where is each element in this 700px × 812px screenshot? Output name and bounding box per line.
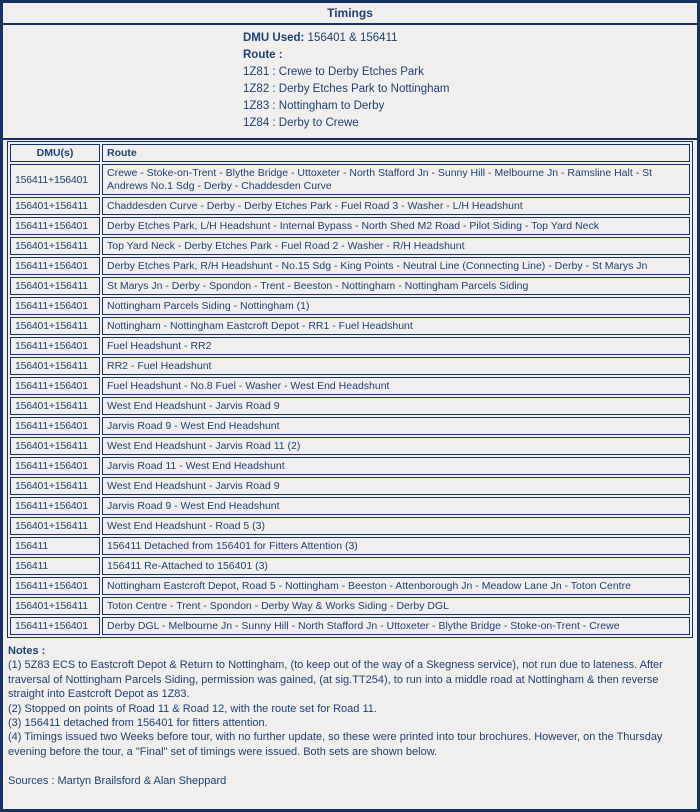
- table-header-row: [10, 144, 690, 162]
- dmu-cell: 156411+156401: [10, 337, 100, 355]
- table-row: [10, 477, 690, 495]
- table-row: [10, 257, 690, 275]
- route-cell: Derby Etches Park, R/H Headshunt - No.15 Sdg - King Points - Neutral Line (Connecting Line) - Derby - St Marys Jn: [102, 257, 690, 275]
- table-row: [10, 497, 690, 515]
- info-section: [3, 25, 697, 140]
- timings-table: [7, 141, 693, 638]
- dmu-cell: 156411+156401: [10, 217, 100, 235]
- dmu-cell: 156411+156401: [10, 297, 100, 315]
- table-row: [10, 397, 690, 415]
- table-row: [10, 437, 690, 455]
- table-row: [10, 337, 690, 355]
- table-row: [10, 457, 690, 475]
- route-cell: Chaddesden Curve - Derby - Derby Etches Park - Fuel Road 3 - Washer - L/H Headshunt: [102, 197, 690, 215]
- dmu-used-label: DMU Used:: [243, 32, 305, 44]
- table-row: [10, 377, 690, 395]
- route-cell: Jarvis Road 9 - West End Headshunt: [102, 497, 690, 515]
- dmu-cell: 156411: [10, 557, 100, 575]
- dmu-cell: 156401+156411: [10, 317, 100, 335]
- page-title: Timings: [3, 3, 697, 25]
- dmu-cell: 156401+156411: [10, 597, 100, 615]
- route-cell: Crewe - Stoke-on-Trent - Blythe Bridge - Uttoxeter - North Stafford Jn - Sunny Hill - Melbourne Jn - Ramsline Halt - St Andrews No.1 Sdg - Derby - Chaddesden Curve: [102, 164, 690, 195]
- route-cell: Fuel Headshunt - RR2: [102, 337, 690, 355]
- route-cell: West End Headshunt - Jarvis Road 11 (2): [102, 437, 690, 455]
- route-label: Route :: [243, 49, 283, 61]
- dmu-cell: 156411+156401: [10, 577, 100, 595]
- dmu-cell: 156411+156401: [10, 497, 100, 515]
- dmu-used-line: [243, 30, 697, 47]
- route-cell: 156411 Detached from 156401 for Fitters Attention (3): [102, 537, 690, 555]
- note-item: (2) Stopped on points of Road 11 & Road 12, with the route set for Road 11.: [8, 702, 377, 715]
- table-row: [10, 217, 690, 235]
- table-row: [10, 357, 690, 375]
- route-label-line: [243, 47, 697, 64]
- route-cell: West End Headshunt - Jarvis Road 9: [102, 477, 690, 495]
- route-line-1z82: 1Z82 : Derby Etches Park to Nottingham: [243, 83, 450, 95]
- route-line-1z83: 1Z83 : Nottingham to Derby: [243, 100, 385, 112]
- route-cell: Derby Etches Park, L/H Headshunt - Internal Bypass - North Shed M2 Road - Pilot Siding - Top Yard Neck: [102, 217, 690, 235]
- dmu-cell: 156411: [10, 537, 100, 555]
- route-cell: Jarvis Road 9 - West End Headshunt: [102, 417, 690, 435]
- route-line-1z84: 1Z84 : Derby to Crewe: [243, 117, 359, 129]
- note-item: (1) 5Z83 ECS to Eastcroft Depot & Return to Nottingham, (to keep out of the way of a Skegness service), not run due to lateness. After traversal of Nottingham Parcels Siding, permission was gained, (at sig.TT254), to run into a middle road at Nottingham & then reverse straight into Eastcroft Depot as 1Z83.: [8, 659, 663, 701]
- dmu-cell: 156411+156401: [10, 377, 100, 395]
- dmu-cell: 156411+156401: [10, 257, 100, 275]
- route-line-1z81: 1Z81 : Crewe to Derby Etches Park: [243, 66, 424, 78]
- dmu-cell: 156401+156411: [10, 237, 100, 255]
- table-row: [10, 537, 690, 555]
- table-row: [10, 197, 690, 215]
- dmu-cell: 156401+156411: [10, 437, 100, 455]
- table-row: [10, 517, 690, 535]
- table-row: [10, 577, 690, 595]
- table-row: [10, 237, 690, 255]
- route-cell: Toton Centre - Trent - Spondon - Derby Way & Works Siding - Derby DGL: [102, 597, 690, 615]
- note-item: (3) 156411 detached from 156401 for fitters attention.: [8, 717, 268, 730]
- route-cell: RR2 - Fuel Headshunt: [102, 357, 690, 375]
- header-route: Route: [102, 144, 690, 162]
- notes-section: [3, 638, 697, 789]
- route-cell: Derby DGL - Melbourne Jn - Sunny Hill - North Stafford Jn - Uttoxeter - Blythe Bridge - Stoke-on-Trent - Crewe: [102, 617, 690, 635]
- route-cell: Nottingham Parcels Siding - Nottingham (1): [102, 297, 690, 315]
- dmu-cell: 156401+156411: [10, 197, 100, 215]
- header-dmu: DMU(s): [10, 144, 100, 162]
- route-cell: Top Yard Neck - Derby Etches Park - Fuel Road 2 - Washer - R/H Headshunt: [102, 237, 690, 255]
- dmu-cell: 156401+156411: [10, 397, 100, 415]
- dmu-cell: 156401+156411: [10, 517, 100, 535]
- route-cell: West End Headshunt - Jarvis Road 9: [102, 397, 690, 415]
- table-row: [10, 297, 690, 315]
- info-block: [243, 30, 697, 132]
- dmu-cell: 156401+156411: [10, 477, 100, 495]
- dmu-cell: 156401+156411: [10, 277, 100, 295]
- dmu-cell: 156411+156401: [10, 617, 100, 635]
- table-row: [10, 617, 690, 635]
- dmu-used-value: 156401 & 156411: [307, 32, 398, 44]
- table-row: [10, 277, 690, 295]
- route-cell: Nottingham Eastcroft Depot, Road 5 - Nottingham - Beeston - Attenborough Jn - Meadow Lane Jn - Toton Centre: [102, 577, 690, 595]
- dmu-cell: 156411+156401: [10, 457, 100, 475]
- route-cell: Fuel Headshunt - No.8 Fuel - Washer - West End Headshunt: [102, 377, 690, 395]
- table-row: [10, 597, 690, 615]
- route-cell: 156411 Re-Attached to 156401 (3): [102, 557, 690, 575]
- note-item: (4) Timings issued two Weeks before tour, with no further update, so these were printed into tour brochures. However, on the Thursday evening before the tour, a "Final" set of timings were issued. Both sets are shown below.: [8, 731, 663, 758]
- table-row: [10, 164, 690, 195]
- table-row: [10, 557, 690, 575]
- timings-table-body: [10, 164, 690, 635]
- notes-items: [8, 658, 692, 759]
- route-cell: Jarvis Road 11 - West End Headshunt: [102, 457, 690, 475]
- route-cell: West End Headshunt - Road 5 (3): [102, 517, 690, 535]
- dmu-cell: 156411+156401: [10, 417, 100, 435]
- route-cell: Nottingham - Nottingham Eastcroft Depot - RR1 - Fuel Headshunt: [102, 317, 690, 335]
- route-cell: St Marys Jn - Derby - Spondon - Trent - Beeston - Nottingham - Nottingham Parcels Siding: [102, 277, 690, 295]
- dmu-cell: 156401+156411: [10, 357, 100, 375]
- sources-line: Sources : Martyn Brailsford & Alan Sheppard: [8, 775, 227, 788]
- table-row: [10, 317, 690, 335]
- dmu-cell: 156411+156401: [10, 164, 100, 195]
- table-row: [10, 417, 690, 435]
- notes-label: Notes :: [8, 645, 46, 657]
